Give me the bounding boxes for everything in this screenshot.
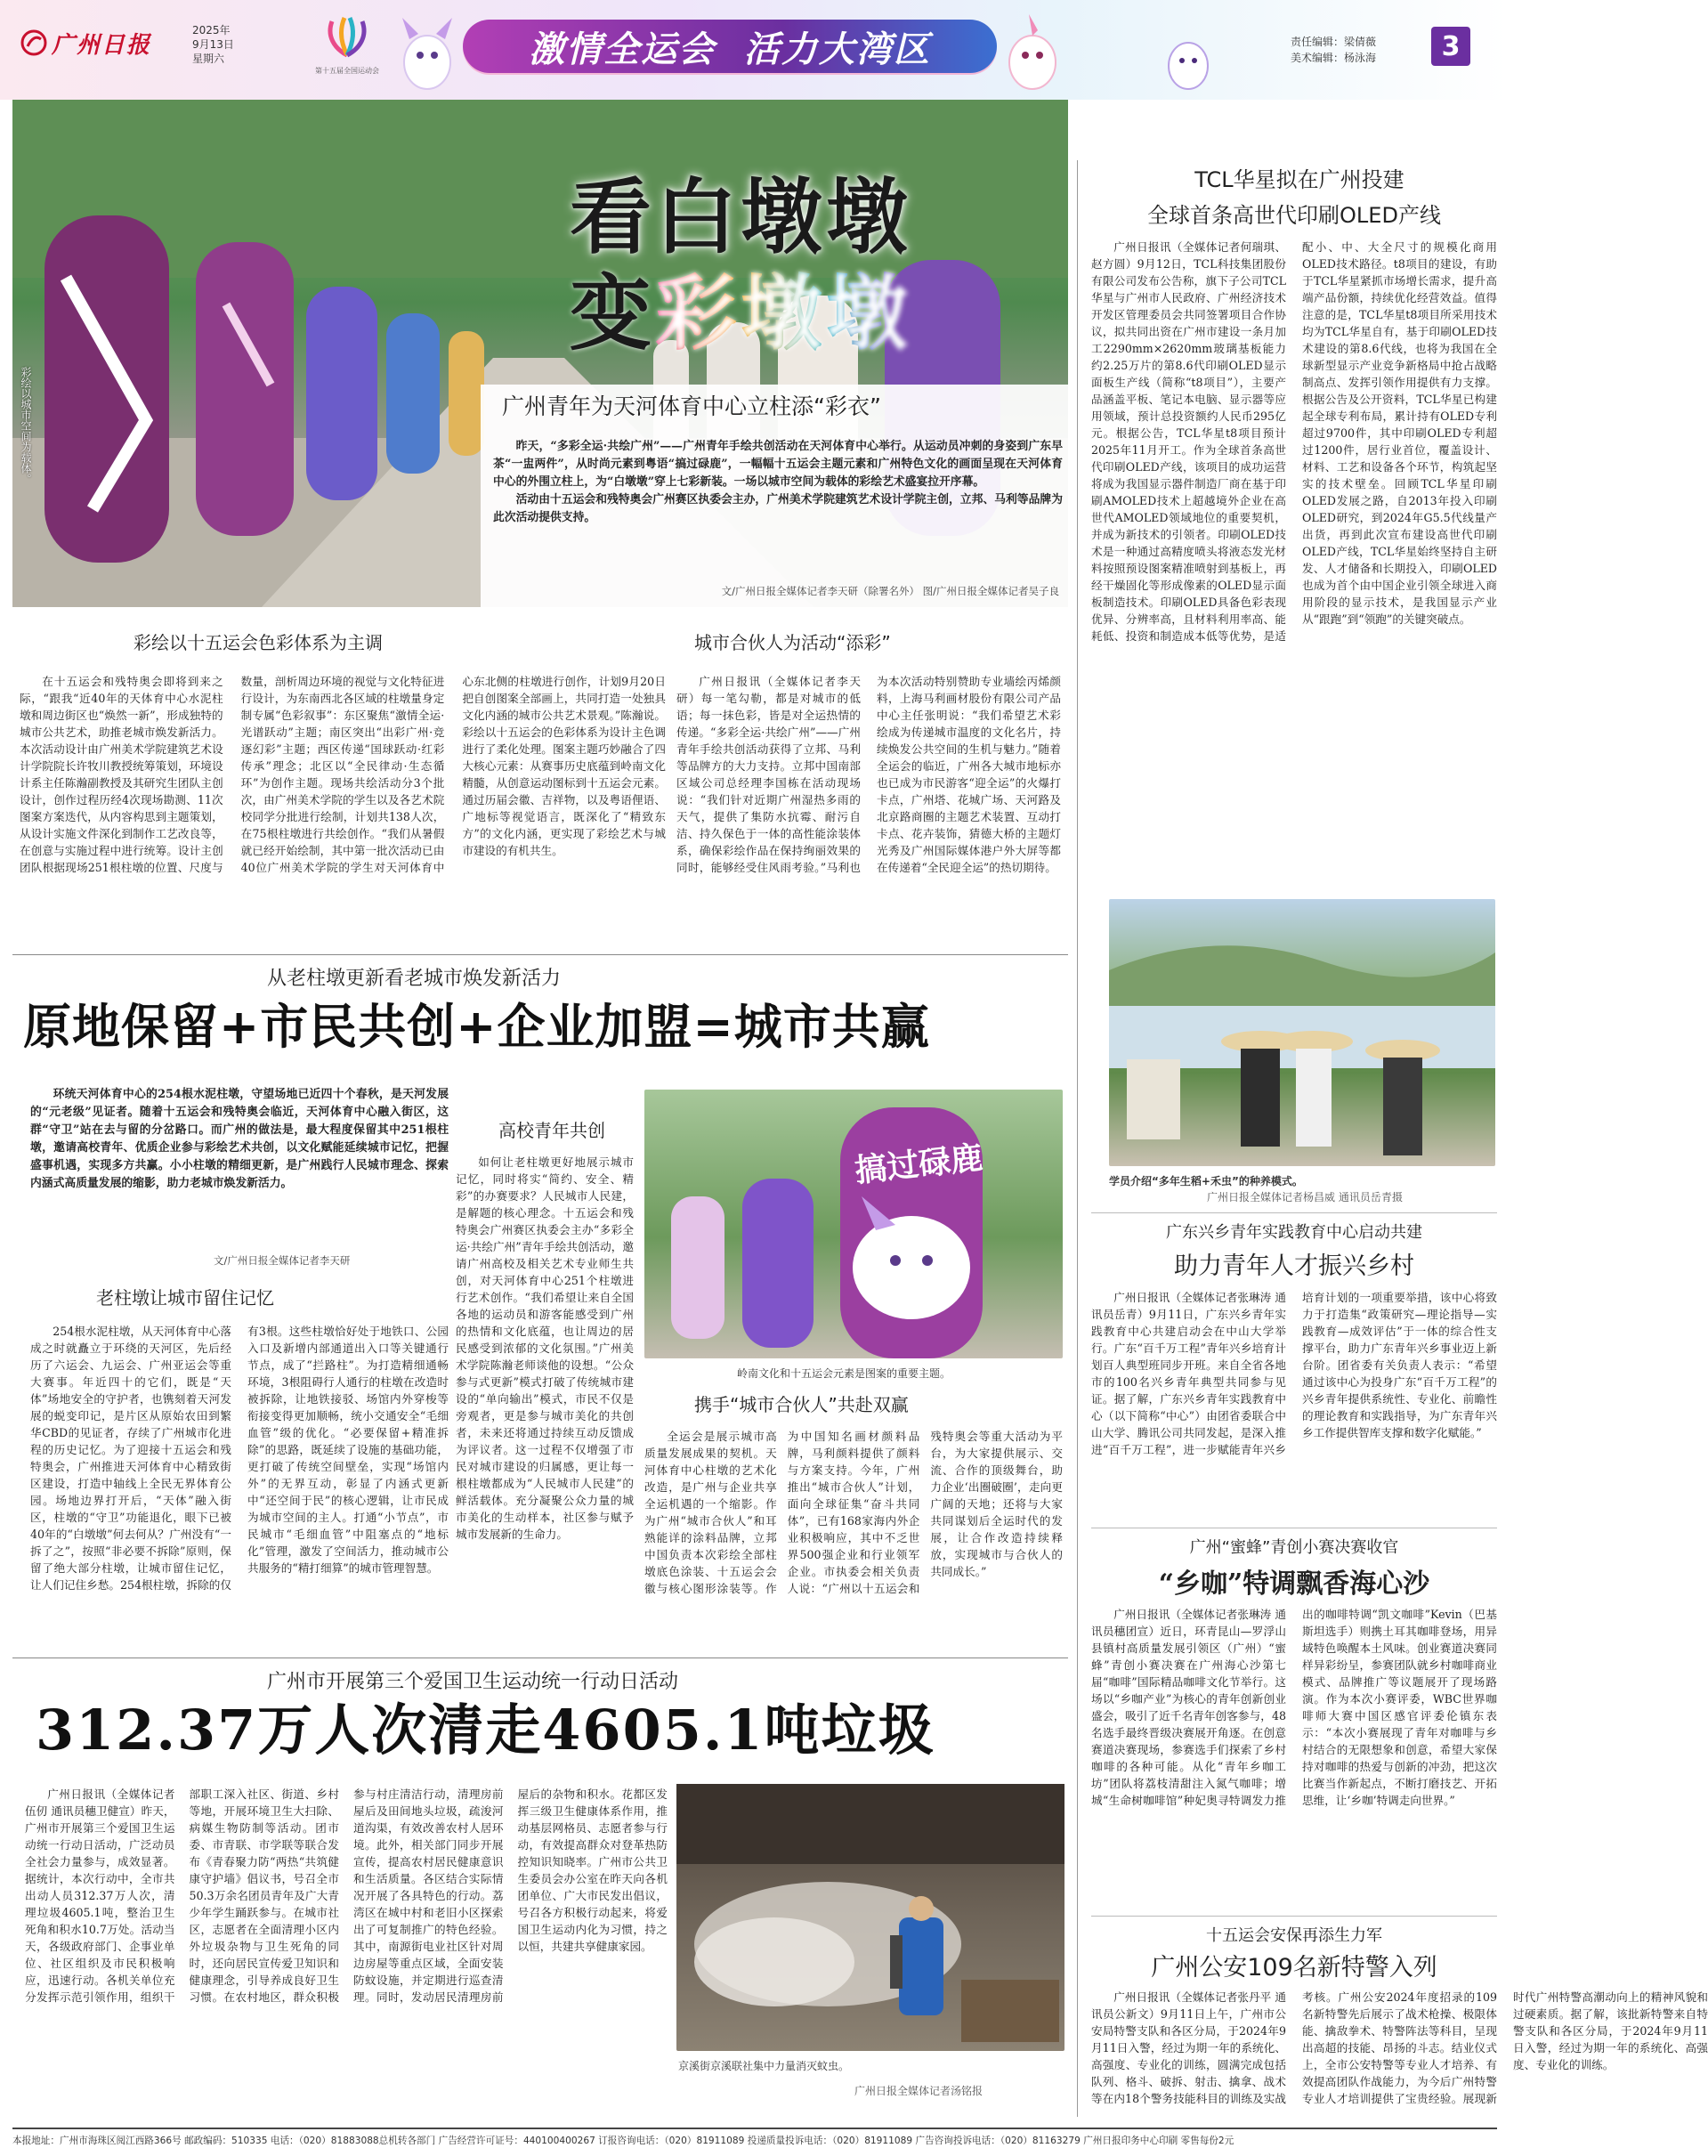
hero-vertical-caption: 彩绘以城市空间为载体。: [20, 367, 32, 484]
sidebar1-photo: [1109, 899, 1495, 1166]
sidebar3-title: “乡咖”特调飘香海心沙: [1158, 1568, 1430, 1600]
sidebar4-title: 广州公安109名新特警入列: [1151, 1954, 1437, 1982]
mascot-icon: [1157, 23, 1219, 94]
sidebar1-title2: 全球首条高世代印刷OLED产线: [1147, 203, 1441, 228]
page-number-text: 3: [1441, 30, 1461, 62]
mascot-left: [392, 9, 463, 94]
masthead-logo: [20, 25, 153, 61]
lead-intro-p1: 昨天，“多彩全运·共绘广州”——广州青年手绘共创活动在天河体育中心举行。从运动员冲刺的身姿到广东早茶“一盅两件”，从时尚元素到粤语“搞过碌鹿”，一幅幅十五运会主题元素和广州特色文化的画面呈现在天河体育中心的外围立柱上，为“白墩墩”穿上七彩新装。一场以城市空间为载体的彩绘艺术盛宴拉开序幕。: [493, 440, 1063, 489]
lead-sec1-text: 在十五运会和残特奥会即将到来之际，“跟我“近40年的天体育中心水泥柱墩和周边街区也“焕然一新”，形成独特的城市公共艺术，助推老城市焕发新活力。本次活动设计由广州美术学院建筑艺术设计学院院长许牧川教授统筹策划，环境设计系主任陈瀚副教授及其研究生团队主创设计，创作过程历经4次现场勘测、11次图案方案迭代，从内容构思到主题策划，从设计实施文件深化到制作工艺改良等，在创意与实施过程中进行统筹。设计主创团队根据现场251根柱墩的位置、尺度与数量，剖析周边环境的视觉与文化特征进行设计，为东南西北各区域的柱墩量身定制专属“色彩叙事”：东区聚焦“激情全运·光谱跃动”主题；南区突出“出彩广州·竞逐幻彩”主题；西区传递“国球跃动·红彩传承”理念；北区以“全民律动·生态循环”为创作主题。现场共绘活动分3个批次，由广州美术学院的学生以及各艺术院校同学分批进行绘制，计划共138人次，在75根柱墩进行共绘创作。“我们从暑假就已经开始绘制，其中第一批次活动已由40位广州美术学院的学生对天河体育中心东北侧的柱墩进行创作，计划9月20日把自创图案全部画上，共同打造一处独具文化内涵的城市公共艺术景观。”陈瀚说。彩绘以十五运会的色彩体系为设计主色调进行了柔化处理。图案主题巧妙融合了四大核心元素：从赛事历史底蕴到岭南文化精髓，从创意运动图标到十五运会元素。通过历届会徽、吉祥物，以及粤语俚语、广地标等视觉语言，既深化了“精致东方”的文化内涵，更实现了彩绘艺术与城市建设的有机共生。: [20, 675, 666, 874]
sidebar3-text: 广州日报讯（全媒体记者张琳涛 通讯员穗团宣）近日，环青昆山—罗浮山县镇村高质量发展引领区（广州）“蜜蜂”青创小赛决赛在广州海心沙第七届“咖啡”国际精品咖啡文化节举行。这场以“乡咖产业”为核心的青年创新创业盛会，吸引了近千名青年创客参与，48名选手最终晋级决赛展开角逐。在创意赛道决赛现场，参赛选手们探索了乡村咖啡的各种可能。从化“青年乡咖工坊”团队将荔枝清甜注入氮气咖啡；增城“生命树咖啡馆”种妃奥寻特调发力推出的咖啡特调“凯文咖啡”Kevin（巴基斯坦选手）则携土耳其咖啡登场，用异域特色唤醒本土风味。创业赛道决赛同样异彩纷呈，参赛团队就乡村咖啡商业模式、品牌推广等议题展开了现场路演。作为本次小赛评委，WBC世界咖啡师大赛中国区感官评委伦镇东表示：“本次小赛展现了青年对咖啡与乡村结合的无限想象和创意，希望大家保持对咖啡的热爱与创新的冲劲，把这次比赛当作新起点，不断打磨技艺、开拓思维，让‘乡咖’特调走向世界。”: [1091, 1608, 1497, 1807]
masthead-date: [192, 23, 234, 66]
sidebar4-kicker: 十五运会安保再添生力军: [1206, 1926, 1382, 1945]
sidebar2-body: [1091, 1289, 1497, 1519]
story2-photo-caption: 岭南文化和十五运会元素是图案的重要主题。: [737, 1367, 951, 1380]
story2-graffiti-text: 搞过碌鹿: [853, 1139, 985, 1190]
story2-lead-text: 环统天河体育中心的254根水泥柱墩，守望场地已近四十个春秋，是天河发展的“元老级”见证者。随着十五运会和残特奥会临近，天河体育中心融入街区，这群“守卫”站在去与留的分岔路口。而广州的做法是，最大程度保留其中251根柱墩，邀请高校青年、优质企业参与彩绘艺术共创，以文化赋能延续城市记忆，把握盛事机遇，实现多方共赢。小小柱墩的精细更新，是广州践行人民城市理念、探索内涵式高质量发展的缩影，助力老城市焕发新活力。: [30, 1088, 449, 1190]
editor: 责任编辑：梁倩薇: [1291, 36, 1377, 48]
sidebar2-text: 广州日报讯（全媒体记者张琳涛 通讯员岳青）9月11日，广东兴乡青年实践教育中心共建启动会在中山大学举行。广东“百千万工程”青年兴乡培育计划百人典型班同步开班。来自全省各地市的100名兴乡青年典型共同参与见证。据了解，广东兴乡青年实践教育中心（以下简称“中心”）由团省委联合中山大学、腾讯公司共同发起，是深入推进“百千万工程”，进一步赋能青年兴乡培育计划的一项重要举措，该中心将致力于打造集“政策研究—理论指导—实践教育—成效评估”于一体的综合性支撑平台，助力广东青年兴乡事业迈上新台阶。团省委有关负责人表示：“希望通过该中心为投身广东“百千万工程”的兴乡青年提供系统性、专业化、前瞻性的理论教育和实践指导，为广东青年兴乡工作提供智库支撑和数字化赋能。”: [1091, 1291, 1497, 1456]
divider-story2: [12, 954, 1068, 955]
lead-intro: [493, 438, 1063, 527]
sidebar2-title: 助力青年人才振兴乡村: [1174, 1252, 1414, 1280]
mascot-right: [997, 9, 1068, 94]
story2-sec3-body: [644, 1428, 1063, 1649]
lead-intro-panel: [481, 385, 1068, 607]
lead-intro-p2: 活动由十五运会和残特奥会广州赛区执委会主办，广州美术学院建筑艺术设计学院主创，立邦、马利等品牌为此次活动提供支持。: [493, 493, 1063, 524]
story3-photo-image: [676, 1784, 1064, 2051]
story3-title: 312.37万人次清走4605.1吨垃圾: [36, 1698, 935, 1763]
sidebar1-photo-image: [1109, 899, 1495, 1166]
story2-sec3-text: 全运会是展示城市高质量发展成果的契机。天河体育中心柱墩的艺术化改造，是广州与企业共享全运机遇的一个缩影。作为广州“城市合伙人”和耳熟能详的涂料品牌，立邦中国负责本次彩绘全部柱墩底色涂装、十五运会会徽与核心图形涂装等。作为中国知名画材颜料品牌，马利颜料提供了颜料与方案支持。今年，广州推出“城市合伙人”计划，面向全球征集“奋斗共同体”，已有168家海内外企业积极响应，其中不乏世界500强企业和行业领军企业。市执委会相关负责人说：“广州以十五运会和残特奥会等重大活动为平台，为大家提供展示、交流、合作的顶级舞台，助力企业‘出圈破圈’，走向更广阔的天地；还将与大家共同谋划后全运时代的发展，让合作改造持续释放，实现城市与合伙人的共同成长。”: [644, 1430, 1063, 1595]
mascot-icon: [392, 9, 463, 94]
story2-photo: [644, 1090, 1063, 1358]
lead-sec2-title: 城市合伙人为活动“添彩”: [694, 632, 891, 653]
sidebar3-kicker: 广州“蜜蜂”青创小赛决赛收官: [1189, 1538, 1399, 1557]
lead-title-line2-a: 变: [570, 265, 656, 361]
footer-rule: [12, 2128, 1497, 2129]
lead-byline: 文/广州日报全媒体记者李天研（除署名外） 图/广州日报全媒体记者吴子良: [721, 585, 1059, 597]
date-weekday: 星期六: [192, 53, 225, 65]
story2-kicker: 从老柱墩更新看老城市焕发新活力: [267, 968, 562, 990]
story2-title: 原地保留+市民共创+企业加盟=城市共赢: [23, 998, 930, 1055]
masthead: [0, 0, 1509, 100]
emblem-caption: 第十五届全国运动会: [315, 67, 379, 75]
story3-photo: [676, 1784, 1064, 2051]
editor-credits: [1291, 34, 1376, 66]
sidebar1-title1: TCL华星拟在广州投建: [1194, 167, 1404, 192]
mascot-icon: [997, 9, 1068, 94]
story2-sec2-text: 如何让老柱墩更好地展示城市记忆，同时将实“简约、安全、精彩”的办赛要求？人民城市人民建，是解题的核心理念。十五运会和残特奥会广州赛区执委会主办“多彩全运·共绘广州”青年手绘共创活动，邀请广州高校及相关艺术专业师生共创，对天河体育中心251个柱墩进行艺术创作。“我们希望让来自全国各地的运动员和游客能感受到广州的热情和文化底蕴，也让周边的居民感受到浓郁的文化氛围。”广州美术学院陈瀚老师谈他的设想。“公众参与式更新”模式打破了传统城市建设的“单向输出”模式，市民不仅是旁观者，更是参与城市美化的共创者，未来还将通过持续互动反馈成为评议者。这一过程不仅增强了市民对城市建设的归属感，更让每一根柱墩都成为“人民城市人民建”的鲜活载体。充分凝聚公众力量的城市美化的生动样本，社区参与赋予城市发展新的生命力。: [456, 1155, 634, 1541]
lead-title-line2-b: 彩墩墩: [655, 265, 912, 361]
story2-sec1-title: 老柱墩让城市留住记忆: [96, 1287, 274, 1309]
banner-text: 激情全运会 活力大湾区: [529, 28, 931, 70]
lead-title-line2: [570, 265, 1050, 361]
lead-subtitle: 广州青年为天河体育中心立柱添“彩衣”: [502, 393, 881, 419]
games-emblem-icon: [316, 12, 378, 62]
art-editor: 美术编辑：杨泳海: [1291, 52, 1377, 64]
sidebar-divider-1: [1091, 1212, 1497, 1213]
date-day: 9月13日: [192, 38, 234, 51]
page-number: [1431, 27, 1470, 66]
banner-title: [463, 20, 997, 73]
footer: 本报地址：广州市海珠区阅江西路366号 邮政编码：510335 电话：（020）81883088总机转各部门 广告经营许可证号：440100400267 订报咨询电话：（020）81911089 投递质量投诉电话：（020）81911089 广告咨询投诉电话：（020）81163279 广州日报印务中心印刷 零售每份2元: [12, 2136, 1234, 2146]
lead-headline: [570, 169, 1050, 374]
games-emblem: [303, 12, 392, 89]
lead-title-line1: 看白墩墩: [570, 169, 912, 265]
logo-swoosh-icon: [20, 28, 48, 57]
story2-sec2-title: 高校青年共创: [498, 1120, 605, 1141]
story3-photo-caption: 京溪街京溪联社集中力量消灭蚊虫。: [678, 2060, 850, 2072]
story3-body: [25, 1786, 668, 2110]
story2-sec2-body: [456, 1154, 634, 1649]
sidebar1-body: [1091, 239, 1497, 888]
paper-name: 广州日报: [52, 31, 152, 59]
sidebar1-photo-credit: 广州日报全媒体记者杨昌威 通讯员岳青摄: [1207, 1191, 1403, 1204]
story2-lead: [30, 1086, 449, 1193]
sidebar1-photo-caption: 学员介绍“多年生稻+禾虫”的种养模式。: [1109, 1175, 1303, 1187]
lead-sec2-text: 广州日报讯（全媒体记者李天研）每一笔勾勒，都是对城市的低语；每一抹色彩，皆是对全运热情的传递。“多彩全运·共绘广州”——广州青年手绘共创活动获得了立邦、马利等品牌方的大力支持。立邦中国南部区域公司总经理李国栋在活动现场说：“我们针对近期广州湿热多雨的天气，提供了集防水抗霉、耐污自洁、持久保色于一体的高性能涂装体系，确保彩绘作品在保持绚丽效果的同时，能够经受住风雨考验。”马利也为本次活动特别赞助专业墙绘丙烯颜料，上海马利画材股份有限公司产品中心主任张明说：“我们希望艺术彩绘成为传递城市温度的文化名片，持续焕发公共空间的生机与魅力。”随着全运会的临近，广州各大城市地标亦也已成为市民游客“迎全运”的火爆打卡点，广州塔、花城广场、天河路及北京路商圈的主题艺术装置、互动打卡点、花卉装饰，猜德大桥的主题灯光秀及广州国际媒体港户外大屏等都在传递着“全民迎全运”的热切期待。: [676, 675, 1061, 874]
mascot-right2: [1157, 23, 1219, 94]
story2-sec3-title: 携手“城市合伙人”共赴双赢: [694, 1394, 909, 1415]
column-rule: [1077, 160, 1078, 2117]
story3-photo-credit: 广州日报全媒体记者汤铭报: [854, 2085, 984, 2097]
lead-sec1-title: 彩绘以十五运会色彩体系为主调: [134, 632, 383, 653]
story3-text: 广州日报讯（全媒体记者伍仞 通讯员穗卫健宣）昨天，广州市开展第三个爱国卫生运动统一行动日活动，广泛动员全社会力量参与，成效显著。据统计，本次行动中，全市共出动人员312.37万人次，清理垃圾4605.1吨，整治卫生死角和积水10.7万处。活动当天，各级政府部门、企事业单位、社区组织及市民积极响应，迅速行动。各机关单位充分发挥示范引领作用，组织干部职工深入社区、街道、乡村等地，开展环境卫生大扫除、病媒生物防制等活动。团市委、市青联、市学联等联合发布《青春聚力防“两热“共筑健康守护墙》倡议书，号召全市50.3万余名团员青年及广大青少年学生踊跃参与。在城市社区，志愿者在全面清理小区内外垃圾杂物与卫生死角的同时，还向居民宣传爱卫知识和健康理念，引导养成良好卫生习惯。在农村地区，群众积极参与村庄清洁行动，清理房前屋后及田间地头垃圾，疏浚河道沟渠，有效改善农村人居环境。此外，相关部门同步开展宣传，提高农村居民健康意识和生活质量。各区结合实际情况开展了各具特色的行动。荔湾区在城中村和老旧小区探索出了可复制推广的特色经验。其中，南源街电业社区针对周边房屋等重点区域，全面安装防蚊设施，并定期进行巡查清理。同时，发动居民清理房前屋后的杂物和积水。花都区发挥三级卫生健康体系作用，推动基层网格员、志愿者参与行动，有效提高群众对登革热防控知识知晓率。广州市公共卫生委员会办公室在昨天向各机团单位、广大市民发出倡议，号召各方积极行动起来，将爱国卫生运动内化为习惯，持之以恒，共建共享健康家园。: [25, 1787, 668, 2004]
date-year: 2025年: [192, 24, 231, 36]
story2-byline: 文/广州日报全媒体记者李天研: [214, 1254, 351, 1267]
story2-photo-image: [644, 1090, 1063, 1358]
story2-sec1-body: [30, 1323, 449, 1649]
lead-sec1-body: [20, 673, 666, 947]
sidebar2-kicker: 广东兴乡青年实践教育中心启动共建: [1166, 1223, 1422, 1242]
sidebar-divider-3: [1091, 1916, 1497, 1917]
sidebar3-body: [1091, 1606, 1497, 1909]
story3-kicker: 广州市开展第三个爱国卫生运动统一行动日活动: [267, 1671, 679, 1693]
sidebar4-text: 广州日报讯（全媒体记者张丹平 通讯员公新文）9月11日上午，广州市公安局特警支队和各区分局，于2024年9月11日入警，经过为期一年的系统化、高强度、专业化的训练，圆满完成包括队列、格斗、破拆、射击、擒拿、战术等在内18个警务技能科目的训练及实战考核。广州公安2024年度招录的109名新特警先后展示了战术枪操、极限体能、擒敌拳术、特警阵法等科目，呈现出高超的技能、昂扬的斗志。结业仪式上，全市公安特警等专业人才培养、有效提高团队作战能力，为今后广州特警专业人才培训提供了宝贵经验。展现新时代广州特警高潮动向上的精神风貌和过硬素质。据了解，该批新特警来自特警支队和各区分局，于2024年9月11日入警，经过为期一年的系统化、高强度、专业化的训练。: [1091, 1990, 1708, 2105]
sidebar4-body: [1091, 1989, 1708, 2117]
story2-sec1-text: 254根水泥柱墩，从天河体育中心落成之时就矗立于环绕的天河区，先后经历了六运会、九运会、广州亚运会等重大赛事。年近四十的它们，既是“天体”场地安全的守护者，也镌刻着天河发展的蜕变印记，是片区从原始农田到繁华CBD的见证者，存续了广州城市化进程的历史记忆。为了迎接十五运会和残特奥会，广州推进天河体育中心精致街区建设，打造中轴线上全民无界体育公园。场地边界打开后，“天体”融入街区，柱墩的“守卫”功能退化，眼下已被40年的“白墩墩”何去何从？广州没有“一拆了之”，按照“非必要不拆除”原则，保留了绝大部分柱墩，让城市留住记忆，让人们记住乡愁。254根柱墩，拆除的仅有3根。这些柱墩恰好处于地铁口、公园入口及新增内部通道出入口等关键通行节点，成了“拦路柱”。为打造精细通畅环境，3根阻碍行人通行的柱墩在改造时被拆除，让地铁接驳、场馆内外穿梭等衔接变得更加顺畅，统小交通安全“毛细血管”级的优化。“必要保留+精准拆除”的思路，既延续了设施的基础功能，更打破了传统空间壁垒，实现“场馆内外”的无界互动，彰显了内涵式更新中“还空间于民”的核心逻辑，让市民成为城市空间的主人。打通“小节点”，市民城市“毛细血管”中阻塞点的“地标化”管理，激发了空间活力，推动城市公共服务的“精打细算”的城市管理智慧。: [30, 1325, 449, 1592]
lead-sec2-body: [676, 673, 1061, 947]
sidebar1-text: 广州日报讯（全媒体记者何瑞琪、赵方圆）9月12日，TCL科技集团股份有限公司发布公告称，旗下子公司TCL华星与广州市人民政府、广州经济技术开发区管理委员会共同签署项目合作协议，拟共同出资在广州市建设一条月加工2290mm×2620mm玻璃基板能力约2.25万片的第8.6代印刷OLED显示面板生产线（简称“t8项目”），主要产品涵盖平板、笔记本电脑、显示器等应用领域，预计总投资额约人民币295亿元。根据公告，TCL华星t8项目预计2025年11月开工。作为全球首条高世代印刷OLED产线，该项目的成功运营将成为我国显示器件制造厂商在基于印刷AMOLED技术上超越境外企业在高世代AMOLED领域地位的重要契机，并成为新技术的引领者。印刷OLED技术是一种通过高精度喷头将液态发光材料按照预设图案精准喷射到基板上，再经干燥固化等形成像素的OLED显示面板制造技术。印刷OLED具备色彩表现优异、分辨率高，且材料利用率高、能耗低、投资和制造成本低等优势，是适配小、中、大全尺寸的规模化商用OLED技术路径。t8项目的建设，有助于TCL华星紧抓市场增长需求，提升高端产品份额，持续优化经营效益。值得注意的是，TCL华星t8项目所采用技术均为TCL华星自有，基于印刷OLED技术建设的第8.6代线，也将为我国在全球新型显示产业竞争新格局中抢占战略制高点、发挥引领作用提供有力支撑。根据公告及公开资料，TCL华星已构建起全球专利布局，累计持有OLED专利超过9700件，其中印刷OLED专利超过1200件，居行业首位，覆盖设计、材料、工艺和设备各个环节，构筑起坚实的技术壁垒。回顾TCL华星印刷OLED发展之路，自2013年投入印刷OLED研究，到2024年G5.5代线量产出货，再到此次宣布建设高世代印刷OLED产线，TCL华星始终坚持自主研发、人才储备和长期投入，印刷OLED也成为首个由中国企业引领全球进入商用阶段的显示技术，是我国显示产业从“跟跑”到“领跑”的关键突破点。: [1091, 240, 1497, 643]
